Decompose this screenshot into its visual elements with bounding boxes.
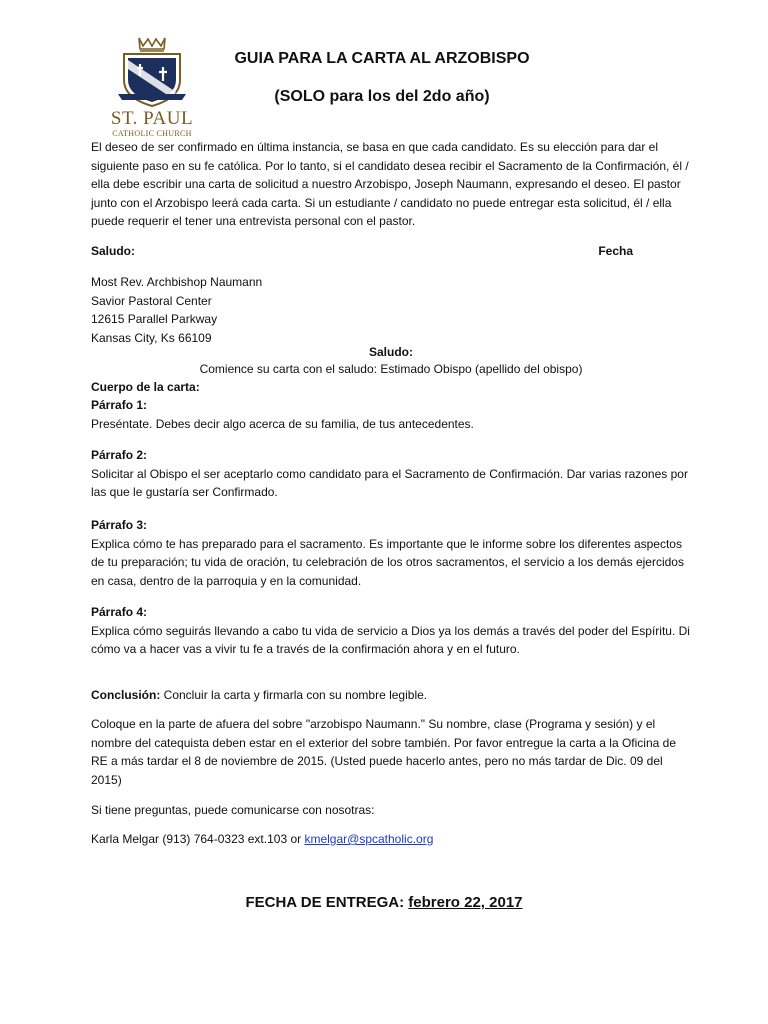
envelope-instructions: Coloque en la parte de afuera del sobre "arzobispo Naumann." Su nombre, clase (Programa y sesión) y el nombre del catequista deben estar en el exterior del sobre también. Por favor entregue la carta a la Oficina de RE a más tardar el 8 de noviembre de 2015. (Usted puede hacerlo antes, pero no más tardar de Dic. 09 del 2015) (91, 717, 677, 787)
page-subtitle: (SOLO para los del 2do año) (274, 88, 490, 105)
st-paul-logo (104, 36, 200, 140)
deadline-colon: : (399, 894, 405, 911)
address-line: Most Rev. Archbishop Naumann (91, 275, 263, 289)
address-line: Kansas City, Ks 66109 (91, 330, 212, 345)
conclusion-label: Conclusión: (91, 688, 161, 702)
conclusion (91, 686, 691, 705)
paragraph-label: Párrafo 2: (91, 448, 148, 462)
paragraph-3-section (91, 516, 691, 590)
date-label: Fecha (598, 244, 633, 258)
address-line: Savior Pastoral Center (91, 293, 212, 308)
paragraph-label: Párrafo 4: (91, 605, 148, 619)
church-crest-icon (104, 36, 200, 108)
paragraph-label: Párrafo 1: (91, 398, 148, 412)
page-title: GUIA PARA LA CARTA AL ARZOBISPO (234, 50, 530, 67)
paragraph-text: Explica cómo seguirás llevando a cabo tu vida de servicio a Dios ya los demás a través del poder del Espíritu. Di cómo va a hacer vas a vivir tu fe a través de la confirmación ahora y en el futuro. (91, 623, 690, 656)
deadline-date: febrero 22, 2017 (408, 894, 523, 911)
paragraph-label: Párrafo 3: (91, 518, 148, 532)
intro-paragraph: El deseo de ser confirmado en última instancia, se basa en que cada candidato. Es su elección para dar el siguiente paso en su fe católica. Por lo tanto, si el candidato desea recibir el Sacramento de la Confirmación, él / ella debe escribir una carta de solicitud a nuestro Arzobispo, Joseph Naumann, expresando el deseo. El pastor junto con el Arzobispo leerá cada carta. Si un estudiante / candidato no puede entregar esta solicitud, él / ella puede requerir el tener una entrevista personal con el pastor. (91, 140, 689, 228)
body-heading: Cuerpo de la carta: (91, 380, 200, 394)
address-line: 12615 Parallel Parkway (91, 312, 218, 326)
paragraph-text: Solicitar al Obispo el ser aceptarlo como candidato para el Sacramento de Confirmación. Dar varias razones por las que le gustaría ser Confirmado. (91, 466, 688, 499)
paragraph-4-section (91, 603, 691, 659)
deadline (0, 894, 768, 911)
paragraph-text: Explica cómo te has preparado para el sacramento. Es importante que le informe sobre los diferentes aspectos de tu preparación; tu vida de oración, tu celebración de los otros sacramentos, el servicio a los demás ejercidos en casa, dentro de la parroquia y en la comunidad. (91, 536, 684, 588)
logo-name: ST. PAUL (110, 108, 194, 129)
greeting-heading: Saludo: (369, 345, 413, 359)
deadline-label: FECHA DE ENTREGA (245, 894, 400, 911)
address-block (91, 273, 691, 347)
greeting-instruction: Comience su carta con el saludo: Estimado Obispo (apellido del obispo) (199, 362, 583, 376)
logo-subtitle: CATHOLIC CHURCH (112, 129, 192, 138)
contact-line (91, 830, 691, 849)
conclusion-text: Concluir la carta y firmarla con su nombre legible. (163, 688, 428, 702)
paragraph-text: Preséntate. Debes decir algo acerca de su familia, de tus antecedentes. (91, 416, 474, 431)
paragraph-1-section (91, 396, 691, 433)
paragraph-2-section (91, 446, 691, 502)
contact-email-link[interactable]: kmelgar@spcatholic.org (304, 832, 434, 846)
contact-text: Karla Melgar (913) 764-0323 ext.103 or (91, 832, 305, 846)
salutation-label: Saludo: (91, 244, 135, 258)
questions-text: Si tiene preguntas, puede comunicarse con nosotras: (91, 803, 375, 817)
salutation-date-row (91, 244, 633, 258)
